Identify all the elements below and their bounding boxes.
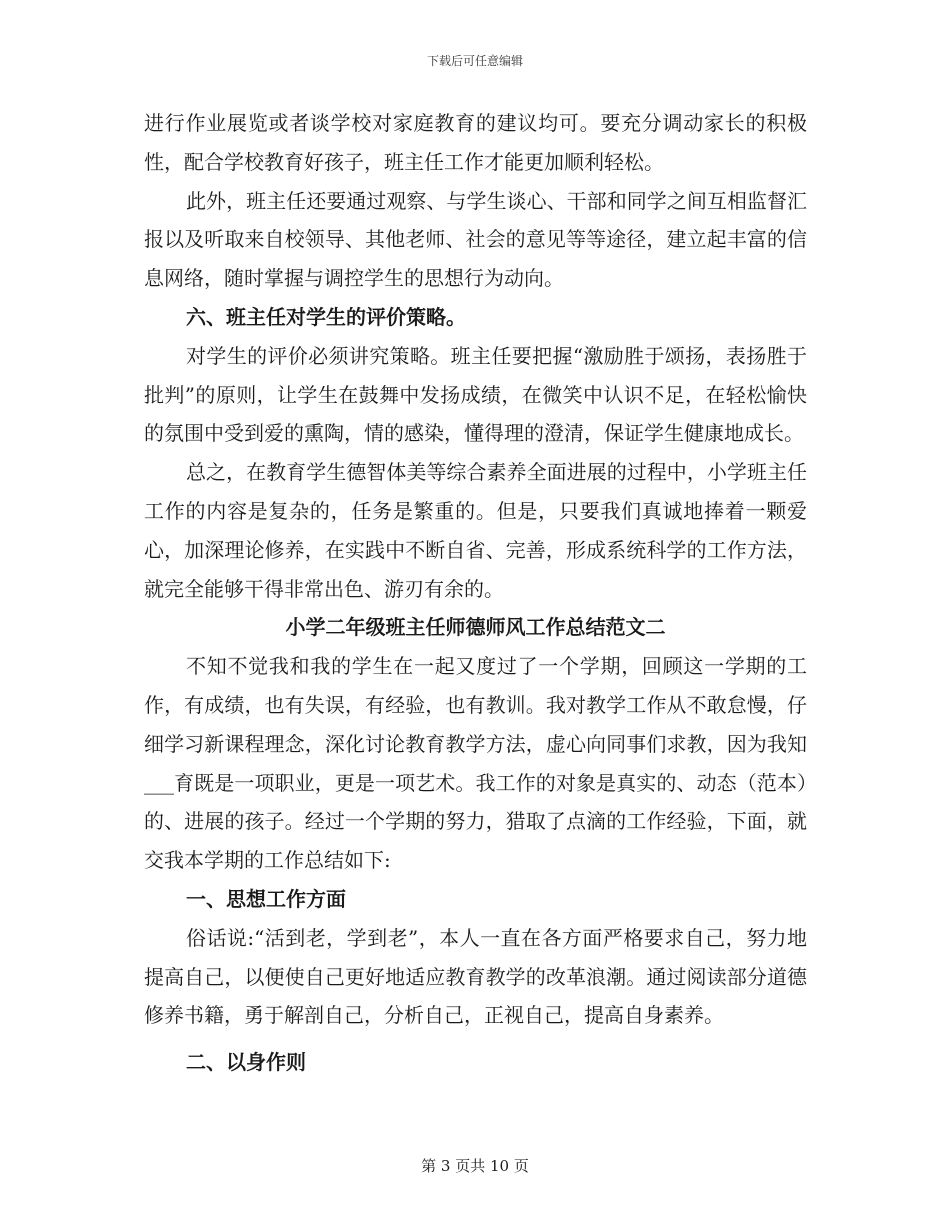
section-heading-lead-by-example: 二、以身作则 [186, 1050, 306, 1075]
section-heading-evaluation-strategy: 六、班主任对学生的评价策略。 [186, 304, 466, 329]
page-header: 下载后可任意编辑 [426, 54, 523, 68]
paragraph-family-education: 进行作业展览或者谈学校对家庭教育的建议均可。要充分调动家长的积极性，配合学校教育好孩子，班主任工作才能更加顺利轻松。 [144, 111, 807, 174]
paragraph-information-network: 此外，班主任还要通过观察、与学生谈心、干部和同学之间互相监督汇报以及听取来自校领导、其他老师、社会的意见等等途径，建立起丰富的信息网络，随时掌握与调控学生的思想行为动向。 [144, 188, 807, 291]
paragraph-evaluation: 对学生的评价必须讲究策略。班主任要把握“激励胜于颂扬，表扬胜于批判”的原则，让学生在鼓舞中发扬成绩，在微笑中认识不足，在轻松愉快的氛围中受到爱的熏陶，情的感染，懂得理的澄清，保证学生健康地成长。 [144, 343, 807, 446]
article-title-two: 小学二年级班主任师德师风工作总结范文二 [285, 615, 666, 640]
paragraph-self-improvement: 俗话说:“活到老，学到老”，本人一直在各方面严格要求自己，努力地提高自己，以便使自己更好地适应教育教学的改革浪潮。通过阅读部分道德修养书籍，勇于解剖自己，分析自己，正视自己，提高自身素养。 [144, 925, 807, 1028]
page-number: 第 3 页共 10 页 [421, 1157, 529, 1175]
document-body [144, 104, 807, 1082]
paragraph-conclusion: 总之，在教育学生德智体美等综合素养全面进展的过程中，小学班主任工作的内容是复杂的，任务是繁重的。但是，只要我们真诚地捧着一颗爱心，加深理论修养，在实践中不断自省、完善，形成系统科学的工作方法，就完全能够干得非常出色、游刃有余的。 [144, 460, 807, 601]
paragraph-semester-review: 不知不觉我和我的学生在一起又度过了一个学期，回顾这一学期的工作，有成绩，也有失误，有经验，也有教训。我对教学工作从不敢怠慢，仔细学习新课程理念，深化讨论教育教学方法，虚心向同事们求教，因为我知___育既是一项职业，更是一项艺术。我工作的对象是真实的、动态（范本）的、进展的孩子。经过一个学期的努力，猎取了点滴的工作经验，下面，就交我本学期的工作总结如下: [144, 654, 807, 873]
section-heading-ideology: 一、思想工作方面 [186, 886, 346, 911]
